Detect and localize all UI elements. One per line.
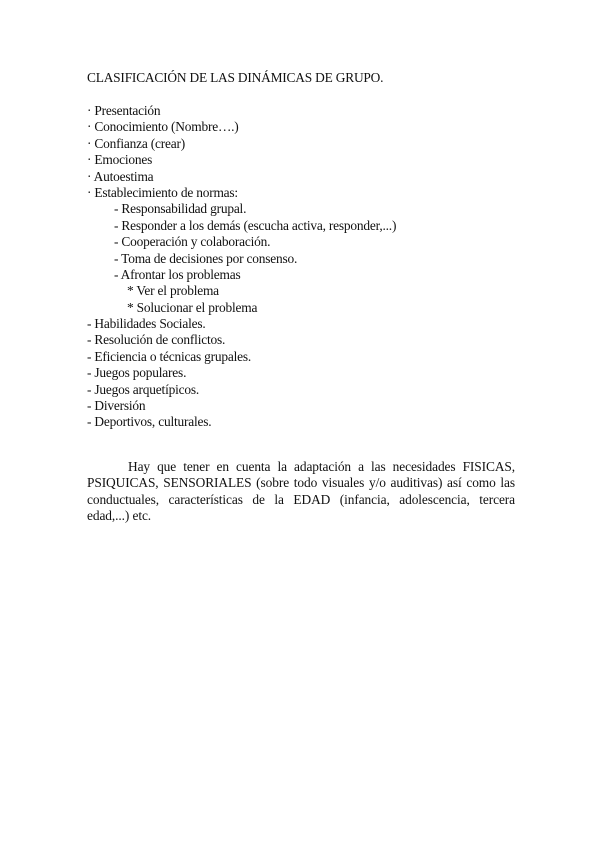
list-item: · Presentación: [87, 103, 161, 118]
sub-sub-list-item: * Solucionar el problema: [127, 299, 258, 315]
document-title: CLASIFICACIÓN DE LAS DINÁMICAS DE GRUPO.: [87, 70, 384, 85]
list-item: - Juegos arquetípicos.: [87, 381, 199, 397]
list-item: · Emociones: [87, 152, 153, 168]
list-item: · Establecimiento de normas:: [87, 184, 238, 200]
list-item: - Juegos populares.: [87, 365, 187, 381]
list-item: - Diversión: [87, 398, 146, 414]
dynamics-list: [87, 103, 396, 431]
sub-list-item: - Afrontar los problemas: [114, 266, 241, 282]
list-item: · Conocimiento (Nombre….): [87, 119, 239, 135]
list-item: - Deportivos, culturales.: [87, 414, 212, 430]
sub-list-item: - Responder a los demás (escucha activa, responder,...): [114, 217, 397, 233]
list-item: · Autoestima: [87, 168, 154, 184]
sub-list-item: - Cooperación y colaboración.: [114, 234, 271, 250]
sub-list-item: - Responsabilidad grupal.: [114, 201, 247, 217]
sub-sub-list-item: * Ver el problema: [127, 283, 219, 299]
note-paragraph: Hay que tener en cuenta la adaptación a las necesidades FISICAS, PSIQUICAS, SENSORIALES (sobre todo visuales y/o auditivas) así como las conductuales, características de la EDAD (infancia, adolescencia, tercera edad,...) etc.: [87, 459, 515, 524]
sub-list-item: - Toma de decisiones por consenso.: [114, 250, 298, 266]
list-item: - Resolución de conflictos.: [87, 332, 226, 348]
list-item: - Habilidades Sociales.: [87, 316, 206, 332]
list-item: - Eficiencia o técnicas grupales.: [87, 348, 252, 364]
list-item: · Confianza (crear): [87, 135, 186, 151]
